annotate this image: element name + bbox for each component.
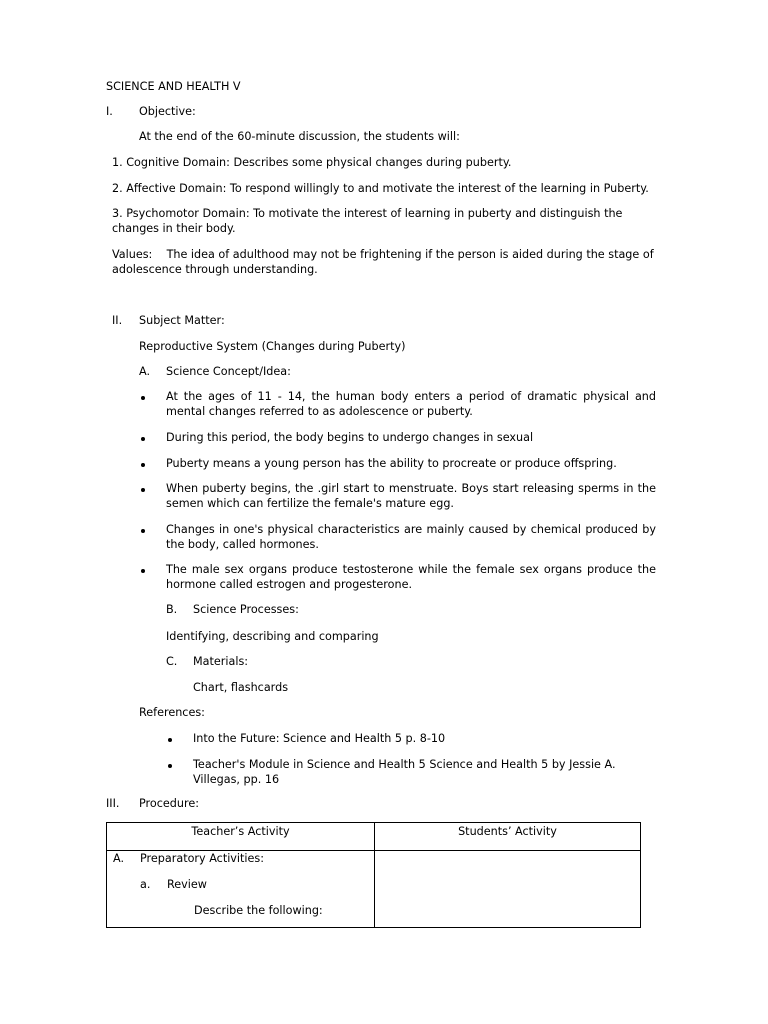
values-text: The idea of adulthood may not be frightening if the person is aided during the stage of adolescence through understanding. (112, 248, 654, 276)
subject-matter-heading: Subject Matter: (139, 314, 225, 327)
materials-heading: Materials: (193, 655, 249, 668)
objective-intro: At the end of the 60-minute discussion, the students will: (139, 130, 460, 143)
concept-bullet-sex-organs: The male sex organs produce testosterone while the female sex organs produce the hormone called estrogen and progesterone. (166, 563, 656, 591)
section-numeral-subject-matter: II. (112, 314, 123, 327)
concept-bullet-hormones: Changes in one's physical characteristics are mainly caused by chemical produced by the body, called hormones. (166, 523, 656, 551)
bullet-dot (168, 764, 172, 768)
objective-item-cognitive: 1. Cognitive Domain: Describes some physical changes during puberty. (112, 156, 512, 169)
table-sub-letter: a. (140, 878, 151, 891)
bullet-dot (141, 437, 145, 441)
concept-bullet-changes: During this period, the body begins to undergo changes in sexual (166, 431, 534, 444)
values-paragraph (112, 247, 657, 277)
table-section-heading: Preparatory Activities: (140, 852, 265, 865)
objective-item-psychomotor: 3. Psychomotor Domain: To motivate the interest of learning in puberty and distinguish the changes in their body. (112, 207, 623, 235)
references-heading: References: (139, 706, 205, 719)
table-header-teachers-activity: Teacher’s Activity (191, 825, 290, 838)
table-header-students-activity: Students’ Activity (458, 825, 557, 838)
procedure-heading: Procedure: (139, 797, 199, 810)
section-numeral-objective: I. (106, 105, 113, 118)
objective-heading: Objective: (139, 105, 196, 118)
bullet-dot (141, 396, 145, 400)
reference-item-into-the-future: Into the Future: Science and Health 5 p. 8-10 (193, 732, 446, 745)
subject-matter-topic: Reproductive System (Changes during Puberty) (139, 340, 406, 353)
processes-text: Identifying, describing and comparing (166, 630, 379, 643)
processes-letter: B. (166, 603, 178, 616)
materials-letter: C. (166, 655, 178, 668)
objective-item-affective: 2. Affective Domain: To respond willingly to and motivate the interest of the learning in Puberty. (112, 182, 649, 195)
procedure-table (106, 822, 641, 928)
materials-text: Chart, flashcards (193, 681, 289, 694)
section-numeral-procedure: III. (106, 797, 120, 810)
concept-bullet-puberty-means: Puberty means a young person has the ability to procreate or produce offspring. (166, 457, 617, 470)
bullet-dot (141, 488, 145, 492)
table-sub-heading: Review (167, 878, 207, 891)
concept-heading: Science Concept/Idea: (166, 365, 291, 378)
table-instruction: Describe the following: (194, 904, 323, 917)
bullet-dot (141, 569, 145, 573)
concept-bullet-ages: At the ages of 11 - 14, the human body enters a period of dramatic physical and mental changes referred to as adolescence or puberty. (166, 390, 656, 418)
bullet-dot (168, 738, 172, 742)
values-label: Values: (112, 248, 153, 261)
concept-letter: A. (139, 365, 151, 378)
bullet-dot (141, 529, 145, 533)
concept-bullet-menstruate: When puberty begins, the .girl start to menstruate. Boys start releasing sperms in the semen which can fertilize the female's mature egg. (166, 482, 656, 510)
reference-item-teachers-module: Teacher's Module in Science and Health 5 Science and Health 5 by Jessie A. Villegas, pp. 16 (193, 758, 616, 786)
table-section-letter: A. (113, 852, 125, 865)
bullet-dot (141, 463, 145, 467)
processes-heading: Science Processes: (193, 603, 299, 616)
document-title: SCIENCE AND HEALTH V (106, 80, 241, 93)
